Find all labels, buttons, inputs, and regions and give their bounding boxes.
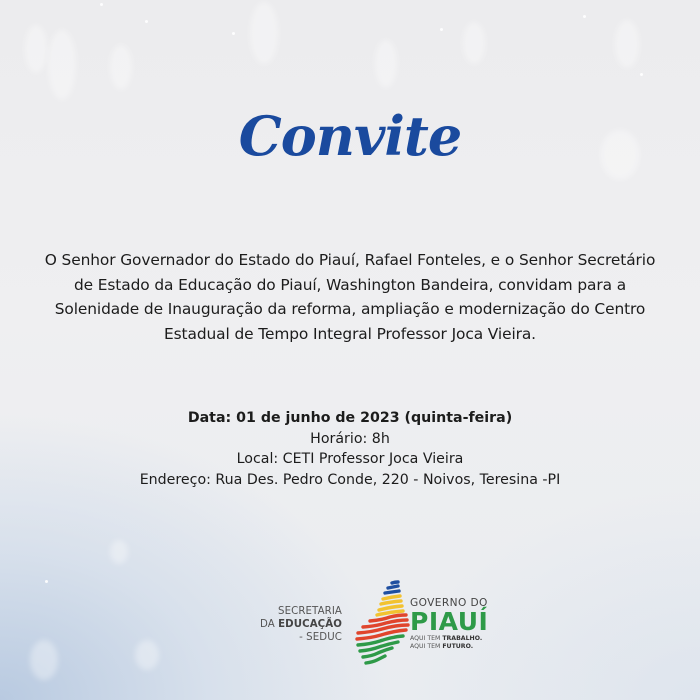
sparkle-decoration	[640, 73, 643, 76]
invite-body	[30, 248, 670, 346]
slogan-line1: AQUI TEM TRABALHO.	[410, 635, 483, 642]
sparkle-decoration	[100, 3, 103, 6]
bokeh-decoration	[615, 20, 639, 68]
body-line: O Senhor Governador do Estado do Piauí, Rafael Fonteles, e o Senhor Secretário	[44, 251, 656, 269]
bokeh-decoration	[25, 25, 47, 73]
bokeh-decoration	[30, 640, 58, 680]
sparkle-decoration	[583, 15, 586, 18]
bokeh-decoration	[250, 2, 278, 64]
bokeh-decoration	[375, 40, 397, 88]
event-details	[0, 408, 700, 490]
governo-piaui-logo	[410, 597, 520, 650]
seduc-logo-text	[212, 605, 342, 644]
event-place: Local: CETI Professor Joca Vieira	[236, 451, 464, 467]
governo-do-label: GOVERNO DO	[410, 597, 488, 609]
body-line: de Estado da Educação do Piauí, Washington Bandeira, convidam para a	[73, 275, 627, 294]
sparkle-decoration	[45, 580, 48, 583]
body-line: Solenidade de Inauguração da reforma, ampliação e modernização do Centro	[54, 300, 646, 318]
seduc-line2: DA EDUCAÇÃO - SEDUC	[259, 619, 342, 643]
event-date: Data: 01 de junho de 2023 (quinta-feira)	[187, 410, 513, 426]
bokeh-decoration	[463, 22, 485, 64]
sparkle-decoration	[440, 28, 443, 31]
bokeh-decoration	[110, 45, 132, 90]
bokeh-decoration	[135, 640, 159, 670]
slogan-line2: AQUI TEM FUTURO.	[410, 642, 474, 650]
bokeh-decoration	[110, 540, 128, 564]
event-address: Endereço: Rua Des. Pedro Conde, 220 - Noivos, Teresina -PI	[139, 471, 561, 488]
bokeh-decoration	[48, 30, 76, 100]
body-line: Estadual de Tempo Integral Professor Joca Vieira.	[164, 324, 536, 343]
invite-title: Convite	[238, 104, 462, 168]
sparkle-decoration	[232, 32, 235, 35]
piaui-map-stripes-icon	[354, 578, 410, 670]
seduc-bold: EDUCAÇÃO	[278, 619, 342, 630]
piaui-wordmark: PIAUÍ	[410, 607, 489, 636]
seduc-line1: SECRETARIA	[278, 606, 342, 617]
sparkle-decoration	[145, 20, 148, 23]
event-time: Horário: 8h	[310, 430, 390, 447]
